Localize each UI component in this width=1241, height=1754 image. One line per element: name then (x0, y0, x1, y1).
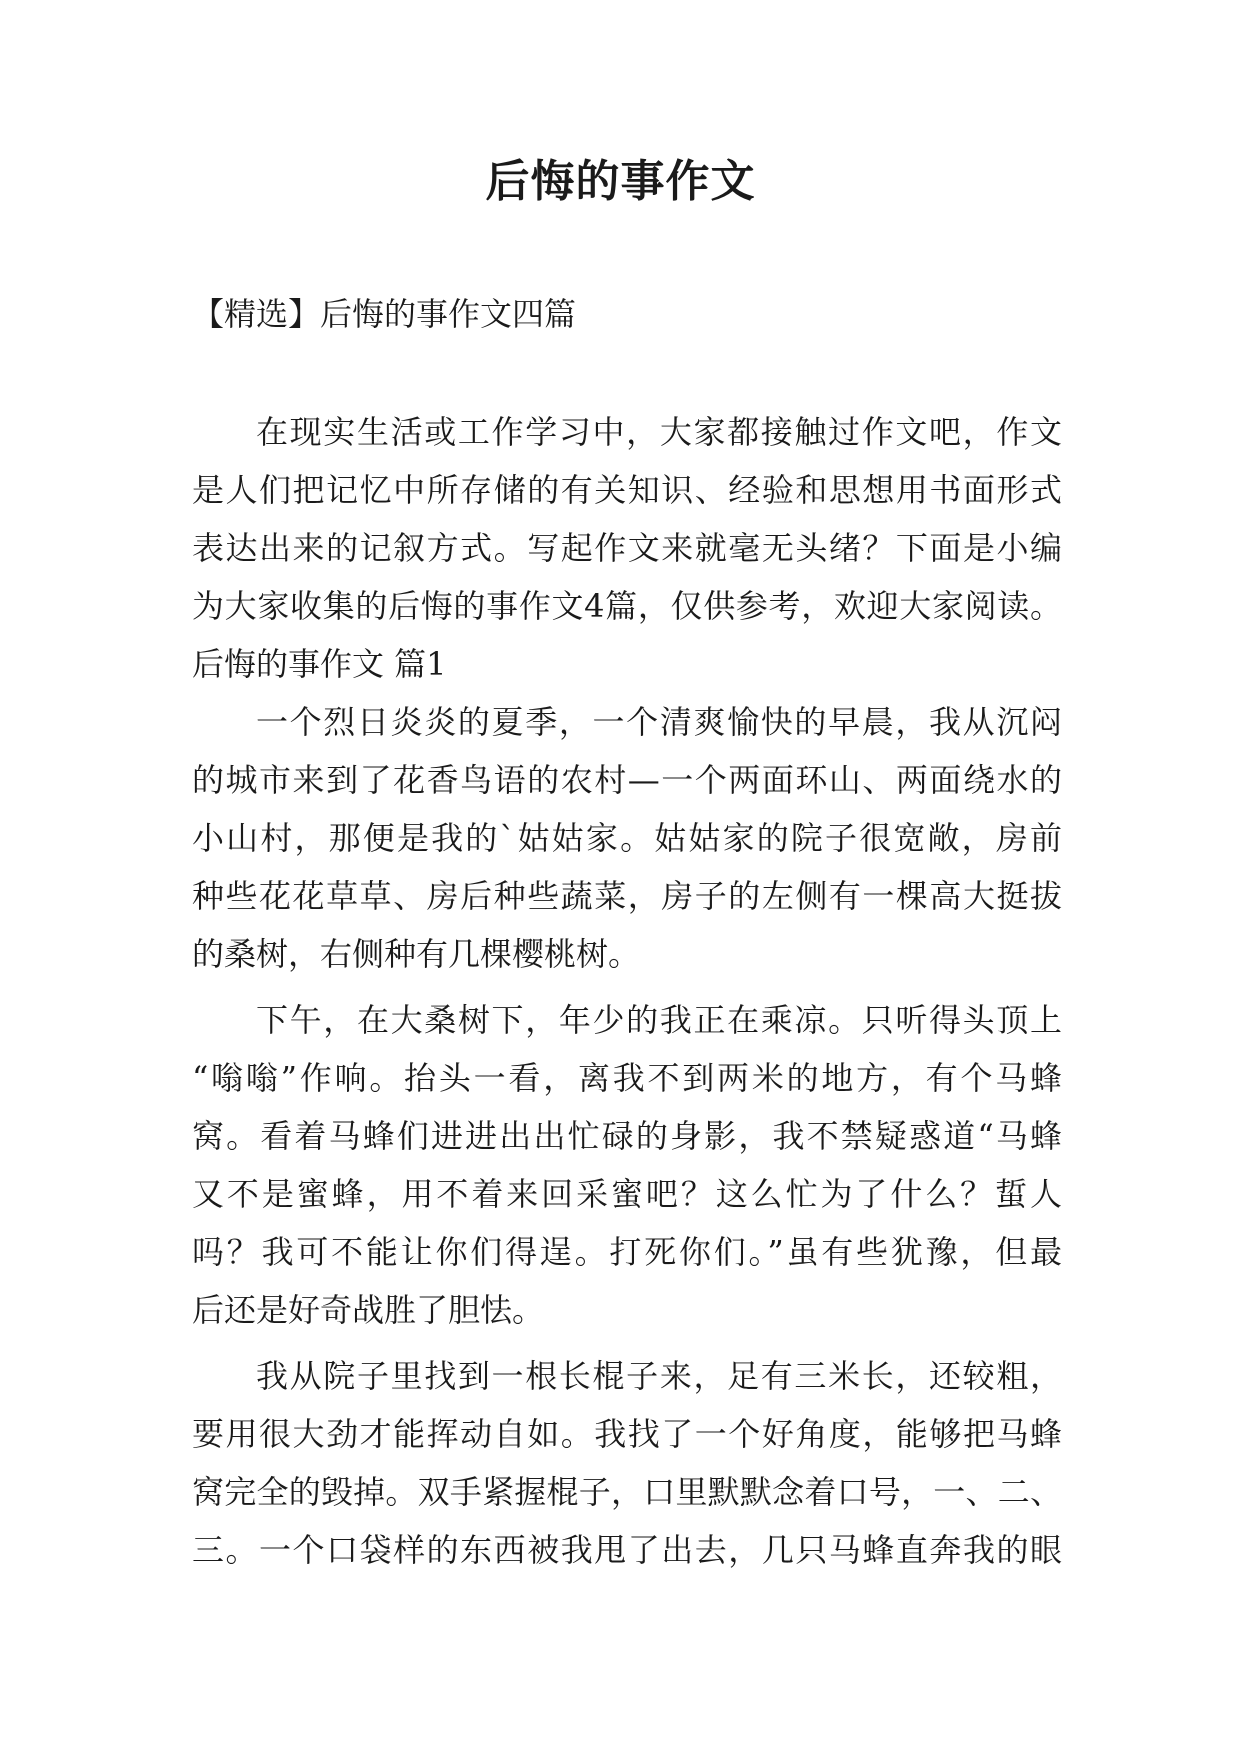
text-line: 窝完全的毁掉。双手紧握棍子，口里默默念着口号，一、二、 (192, 1473, 1062, 1511)
text-line: 三。一个口袋样的东西被我甩了出去，几只马蜂直奔我的眼 (192, 1531, 1062, 1569)
document-subtitle: 【精选】后悔的事作文四篇 (192, 295, 577, 333)
paragraph-intro (192, 403, 1062, 635)
text-line: 又不是蜜蜂，用不着来回采蜜吧？这么忙为了什么？蜇人 (192, 1175, 1062, 1213)
paragraph-1 (192, 693, 1062, 983)
text-line: 是人们把记忆中所存储的有关知识、经验和思想用书面形式 (192, 471, 1062, 509)
text-line: 种些花花草草、房后种些蔬菜，房子的左侧有一棵高大挺拔 (192, 877, 1062, 915)
text-line: 我从院子里找到一根长棍子来，足有三米长，还较粗， (256, 1357, 1062, 1395)
paragraph-2 (192, 991, 1062, 1339)
document-title: 后悔的事作文 (485, 156, 756, 207)
text-line: 下午，在大桑树下，年少的我正在乘凉。只听得头顶上 (256, 1001, 1062, 1039)
text-line: 在现实生活或工作学习中，大家都接触过作文吧，作文 (256, 413, 1062, 451)
text-line: 一个烈日炎炎的夏季，一个清爽愉快的早晨，我从沉闷 (256, 703, 1062, 741)
text-line: 吗？我可不能让你们得逞。打死你们。”虽有些犹豫，但最 (192, 1233, 1062, 1271)
text-line: 表达出来的记叙方式。写起作文来就毫无头绪？下面是小编 (192, 529, 1062, 567)
text-line: 要用很大劲才能挥动自如。我找了一个好角度，能够把马蜂 (192, 1415, 1062, 1453)
text-line: 的桑树，右侧种有几棵樱桃树。 (192, 935, 641, 973)
text-line: 后还是好奇战胜了胆怯。 (192, 1291, 545, 1329)
text-line: “嗡嗡”作响。抬头一看，离我不到两米的地方，有个马蜂 (192, 1059, 1062, 1097)
section-heading (192, 635, 1062, 693)
text-line: 小山村，那便是我的`姑姑家。姑姑家的院子很宽敞，房前 (192, 819, 1062, 857)
paragraph-3 (192, 1347, 1062, 1579)
document-body (192, 403, 1062, 1579)
text-line: 窝。看着马蜂们进进出出忙碌的身影，我不禁疑惑道“马蜂 (192, 1117, 1062, 1155)
text-line: 为大家收集的后悔的事作文4篇，仅供参考，欢迎大家阅读。 (192, 587, 1062, 625)
text-line: 后悔的事作文 篇1 (192, 645, 447, 683)
text-line: 的城市来到了花香鸟语的农村—一个两面环山、两面绕水的 (192, 761, 1062, 799)
